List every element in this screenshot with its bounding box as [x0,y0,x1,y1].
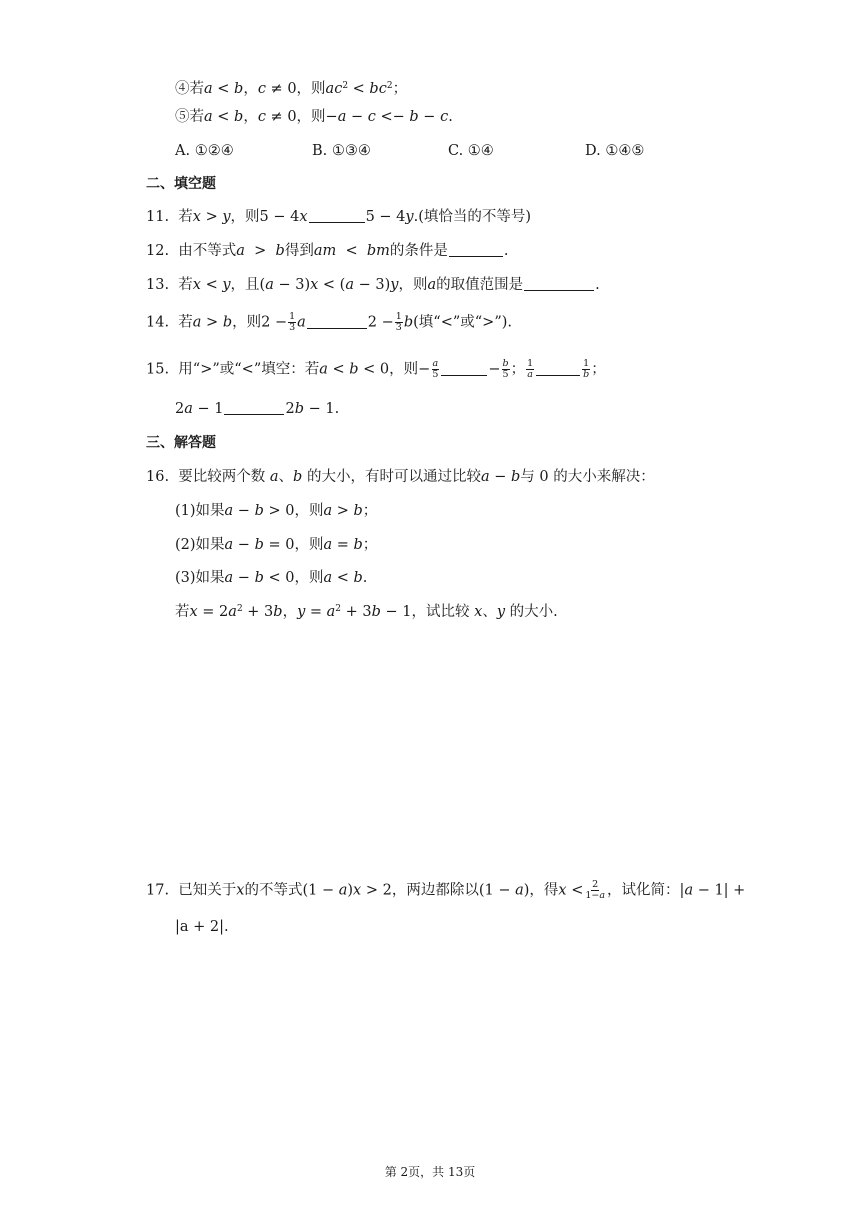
question-number: 17. [146,882,170,899]
circled-number: ④ [175,81,190,97]
question-11: 11. 若x > y，则5 − 4x 5 − 4y.(填恰当的不等号) [146,209,532,225]
question-16-task: 若$x = 2a^2 + 3b$，$y = a^2 + 3b - 1$，试比较 x、y 的大小. [175,604,558,620]
statement-5: ⑤若a < b，c ≠ 0，则−a − c <− b − c. [175,109,453,125]
section-title-fill-in: 二、填空题 [146,176,216,192]
question-17: 17. 已知关于x的不等式(1 − a)x > 2，两边都除以(1 − a)，得x < $\frac{2}{1-a}$ ，试化简：|a − 1| + [146,879,746,901]
option-a: A. ①②④ [175,143,234,159]
question-16-case2: (2)如果a − b = 0，则a = b； [175,537,378,553]
option-d: D. ①④⑤ [585,143,645,159]
answer-blank [224,400,284,415]
question-15-line2: 2a − 1 2b − 1. [175,401,340,417]
answer-blank [441,361,487,376]
answer-blank [536,361,580,376]
question-number: 13. [146,277,170,293]
answer-blank [524,276,594,291]
question-number: 11. [146,209,170,225]
page-footer: 第 2页，共 13页 [384,1165,476,1179]
answer-blank [449,242,503,257]
option-c: C. ①④ [448,143,494,159]
option-b: B. ①③④ [312,143,371,159]
question-12: 12. 由不等式a > b得到am < bm的条件是 . [146,243,509,259]
question-16-case3: (3)如果a − b < 0，则a < b. [175,570,368,586]
question-number: 16. [146,469,170,485]
question-16: 16. 要比较两个数 a、b 的大小，有时可以通过比较a − b与 0 的大小来解决： [146,469,655,485]
question-number: 15. [146,361,170,378]
answer-blank [307,314,367,329]
section-title-answer: 三、解答题 [146,435,216,451]
question-16-case1: (1)如果a − b > 0，则a > b； [175,503,378,519]
question-number: 14. [146,314,170,331]
question-17-line2: |a + 2|. [175,919,229,935]
question-13: 13. 若x < y，且(a − 3)x < (a − 3)y，则a的取值范围是 . [146,277,600,293]
answer-blank [309,208,365,223]
circled-number: ⑤ [175,109,190,125]
question-15: 15. 用“>”或“<”填空：若a < b < 0，则− $\frac{a}{5}$ − $\frac{b}{5}$ ； $\frac{1}{a}$ $\frac{1}{b}$ ； [146,358,606,380]
question-14: 14. 若a > b，则2 − $\frac{1}{3}$ a 2 − $\frac{1}{3}$ b(填“<”或“>”). [146,311,512,333]
statement-4: ④若a < b，c ≠ 0，则$ac^2 < bc^2$； [175,81,408,97]
question-number: 12. [146,243,170,259]
